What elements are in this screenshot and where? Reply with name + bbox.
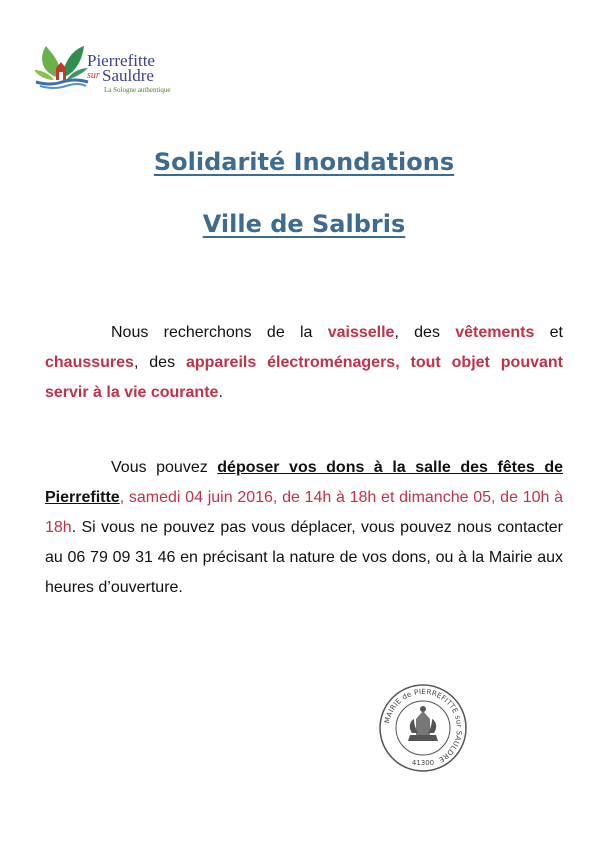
leaf-logo-icon — [32, 40, 92, 90]
logo-name-line1: Pierrefitte — [87, 51, 155, 70]
paragraph-drop-off-info — [45, 453, 563, 603]
p2-deposer: déposer vos dons à la salle des fêtes de Pierrefitte — [45, 459, 564, 506]
paragraph-donations-needed — [45, 318, 563, 408]
town-logo — [32, 40, 192, 100]
p1-text2: , des — [394, 324, 456, 341]
p1-chaussures: chaussures — [45, 354, 134, 371]
logo-name-sur: sur — [87, 70, 100, 81]
logo-name-line2: Sauldre — [102, 66, 154, 85]
mairie-stamp — [378, 683, 468, 773]
stamp-seal-icon — [378, 683, 468, 773]
p1-text4: , des — [133, 354, 186, 371]
p1-text5: . — [218, 384, 223, 401]
p2-text3: . Si vous ne pouvez pas vous déplacer, vous pouvez nous contacter au 06 79 09 31 46 en précisant la nature de vos dons, ou à la Mairie aux heures d’ouverture. — [45, 519, 563, 596]
title-line1 — [0, 150, 608, 174]
svg-text:MAIRIE de PIERREFITTE sur SAUL: MAIRIE de PIERREFITTE sur SAULDRE — [382, 686, 465, 765]
p1-vaisselle: vaisselle — [327, 324, 395, 341]
p1-text1: Nous recherchons de la — [111, 324, 328, 341]
p1-appareils: appareils électroménagers, tout objet pouvant servir à la vie courante — [45, 354, 563, 401]
p2-dates: samedi 04 juin 2016, de 14h à 18h et dimanche 05, de 10h à 18h — [45, 489, 564, 536]
p1-text3: et — [534, 324, 563, 341]
title-line2 — [0, 212, 608, 236]
title-line2-text: Ville de Salbris — [202, 210, 406, 238]
stamp-postcode: 41300 — [411, 759, 435, 767]
p2-text1: Vous pouvez — [111, 459, 218, 476]
logo-tagline: La Sologne authentique — [104, 86, 171, 94]
title-line1-text: Solidarité Inondations — [153, 148, 455, 176]
p1-vetements: vêtements — [455, 324, 535, 341]
p2-text2: , — [119, 489, 129, 506]
